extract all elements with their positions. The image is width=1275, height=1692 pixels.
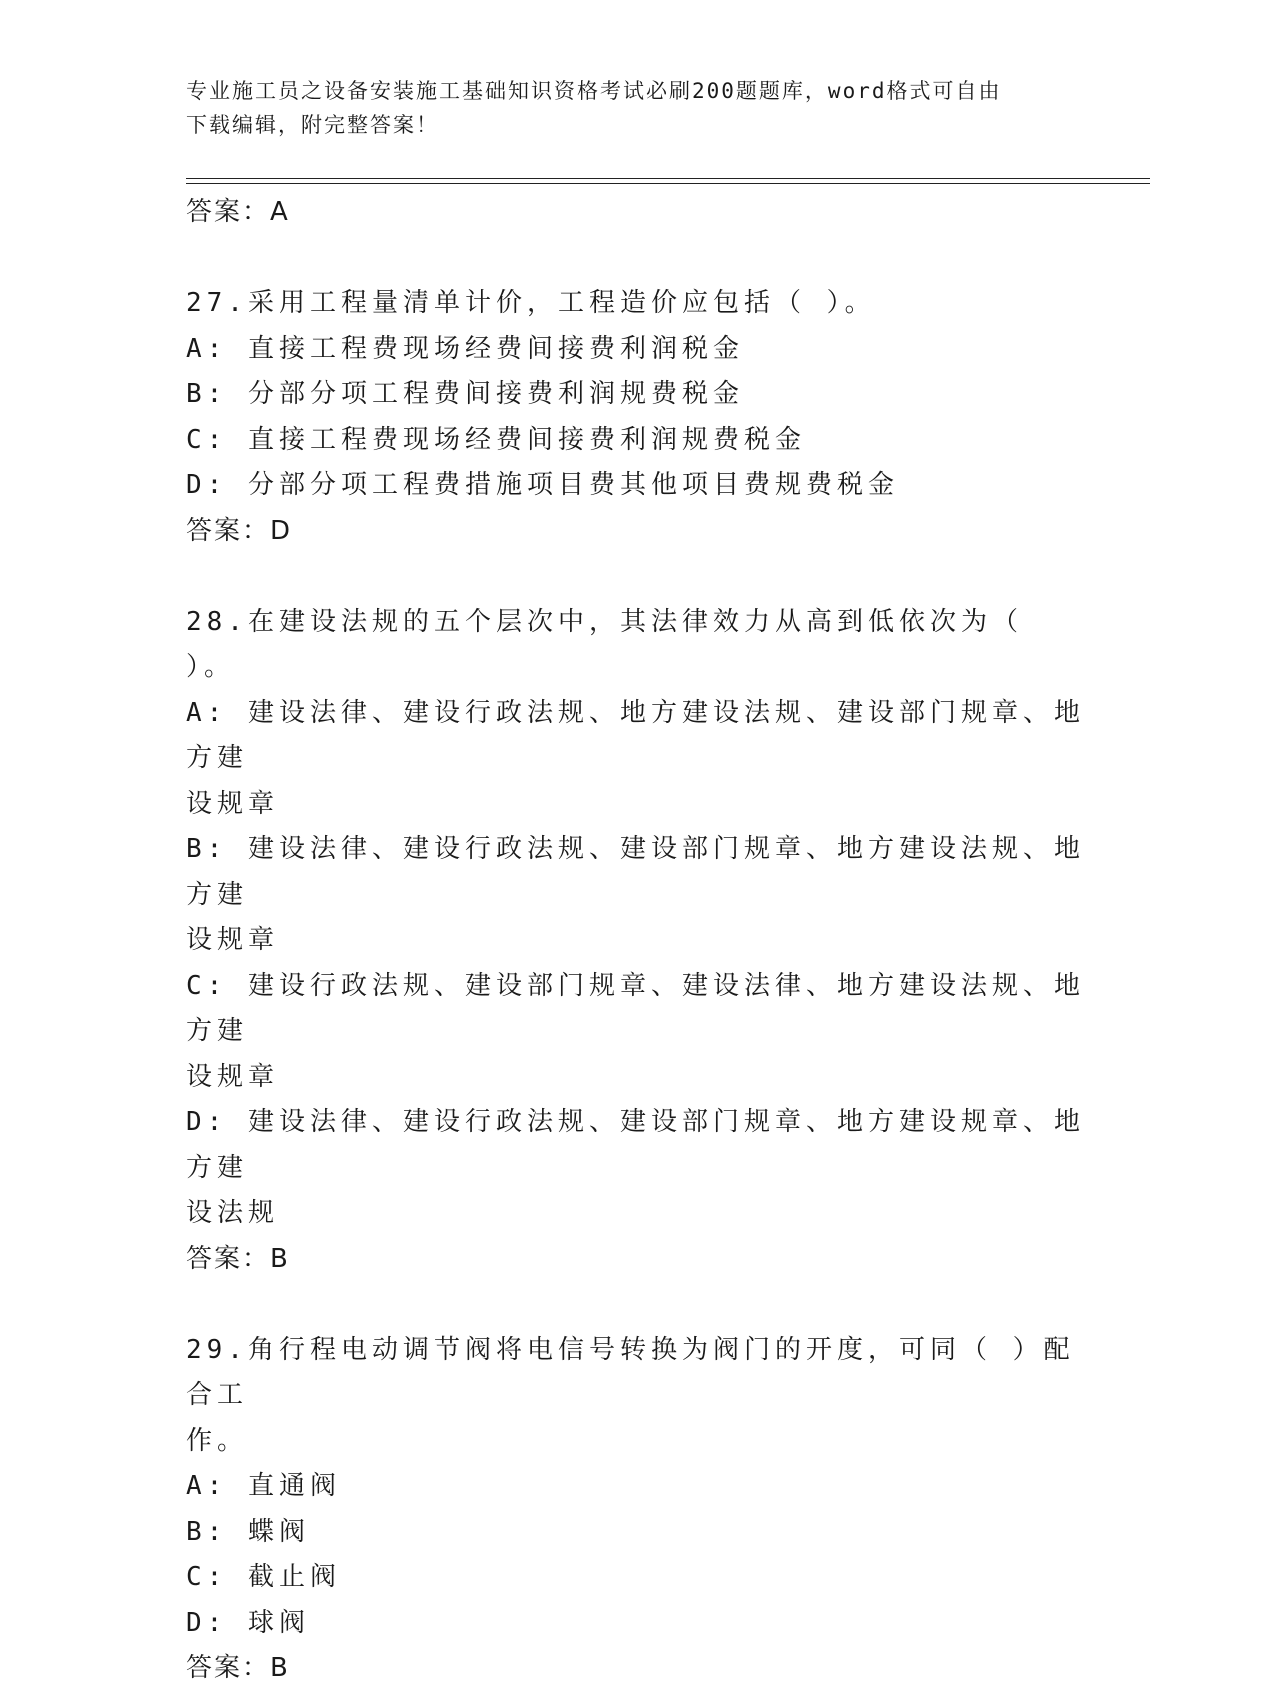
option-b-continued: 设规章 bbox=[186, 925, 280, 955]
option-a: A: 直通阀 bbox=[186, 1471, 341, 1501]
option-b: B: 建设法律、建设行政法规、建设部门规章、地方建设法规、地方建 bbox=[186, 834, 1085, 910]
question-stem: 29.角行程电动调节阀将电信号转换为阀门的开度，可同（ ）配合工 bbox=[186, 1334, 1075, 1410]
option-c-continued: 设规章 bbox=[186, 1061, 280, 1092]
previous-answer: 答案：A bbox=[186, 197, 290, 227]
option-d-continued: 设法规 bbox=[186, 1198, 280, 1228]
answer: 答案：B bbox=[186, 1243, 290, 1274]
option-c: C: 建设行政法规、建设部门规章、建设法律、地方建设法规、地方建 bbox=[186, 970, 1085, 1046]
question-27 bbox=[186, 281, 1086, 554]
document-header bbox=[186, 74, 1066, 142]
document-content bbox=[186, 190, 1086, 1692]
option-a: A: 建设法律、建设行政法规、地方建设法规、建设部门规章、地方建 bbox=[186, 697, 1085, 773]
answer: 答案：D bbox=[186, 515, 293, 546]
question-29 bbox=[186, 1328, 1086, 1692]
header-title-line-1: 专业施工员之设备安装施工基础知识资格考试必刷200题题库，word格式可自由 bbox=[186, 79, 1002, 103]
question-stem-continued: 作。 bbox=[186, 1425, 249, 1456]
option-b: B: 蝶阀 bbox=[186, 1516, 310, 1547]
option-d: D: 建设法律、建设行政法规、建设部门规章、地方建设规章、地方建 bbox=[186, 1107, 1085, 1183]
header-title-line-2: 下载编辑，附完整答案！ bbox=[186, 113, 439, 137]
spacer bbox=[186, 236, 1086, 282]
answer: 答案：B bbox=[186, 1653, 290, 1683]
question-28 bbox=[186, 600, 1086, 1283]
option-c: C: 截止阀 bbox=[186, 1562, 341, 1592]
option-b: B: 分部分项工程费间接费利润规费税金 bbox=[186, 379, 744, 409]
option-d: D: 球阀 bbox=[186, 1607, 310, 1638]
option-c: C: 直接工程费现场经费间接费利润规费税金 bbox=[186, 424, 806, 455]
option-a: A: 直接工程费现场经费间接费利润税金 bbox=[186, 333, 744, 364]
option-a-continued: 设规章 bbox=[186, 788, 280, 819]
header-divider-top bbox=[186, 178, 1150, 179]
spacer bbox=[186, 554, 1086, 600]
question-stem: 27.采用工程量清单计价，工程造价应包括（ ）。 bbox=[186, 288, 876, 318]
question-stem: 28.在建设法规的五个层次中，其法律效力从高到低依次为（ ）。 bbox=[186, 606, 1044, 682]
spacer bbox=[186, 1282, 1086, 1328]
header-divider-bottom bbox=[186, 183, 1150, 184]
option-d: D: 分部分项工程费措施项目费其他项目费规费税金 bbox=[186, 470, 899, 500]
